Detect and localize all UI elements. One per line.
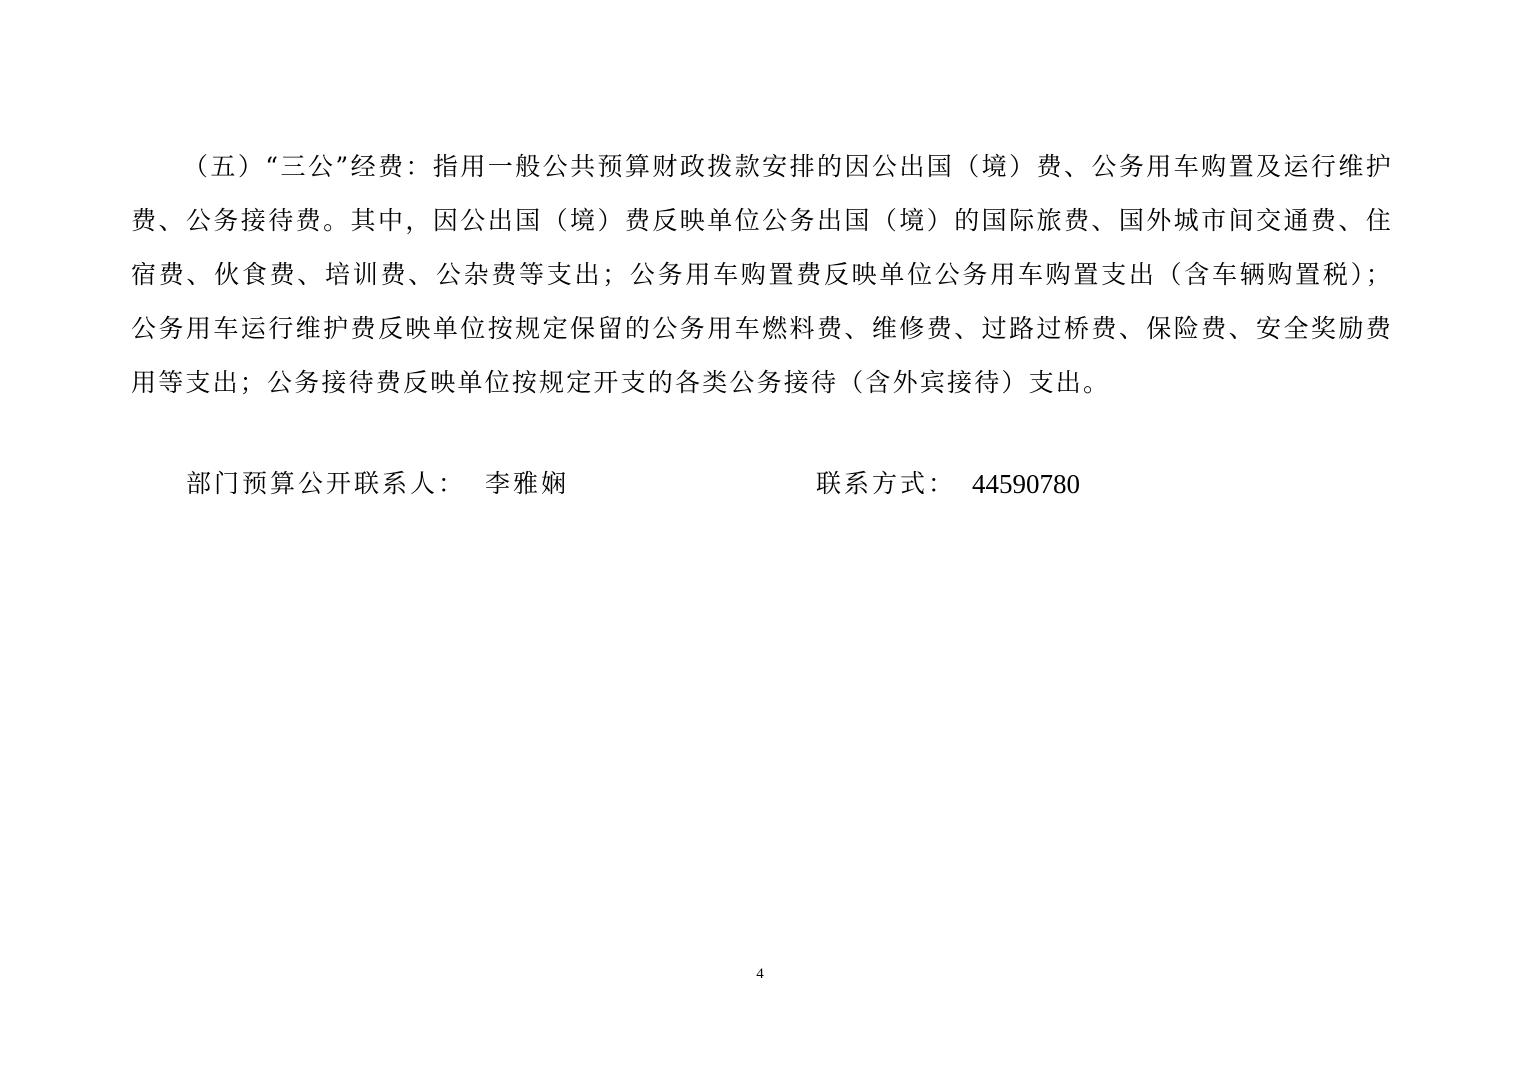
contact-row	[0, 464, 1520, 504]
three-public-expenses-paragraph: （五）“三公”经费：指用一般公共预算财政拨款安排的因公出国（境）费、公务用车购置及运行维护费、公务接待费。其中，因公出国（境）费反映单位公务出国（境）的国际旅费、国外城市间交通费、住宿费、伙食费、培训费、公杂费等支出；公务用车购置费反映单位公务用车购置支出（含车辆购置税）；公务用车运行维护费反映单位按规定保留的公务用车燃料费、维修费、过路过桥费、保险费、安全奖励费用等支出；公务接待费反映单位按规定开支的各类公务接待（含外宾接待）支出。	[131, 152, 1393, 397]
contact-phone-number: 44590780	[972, 469, 1080, 499]
contact-person-label: 部门预算公开联系人：	[186, 469, 467, 498]
page-number: 4	[756, 966, 764, 982]
contact-person-name: 李雅娴	[485, 469, 570, 498]
contact-method-label: 联系方式：	[816, 469, 957, 498]
